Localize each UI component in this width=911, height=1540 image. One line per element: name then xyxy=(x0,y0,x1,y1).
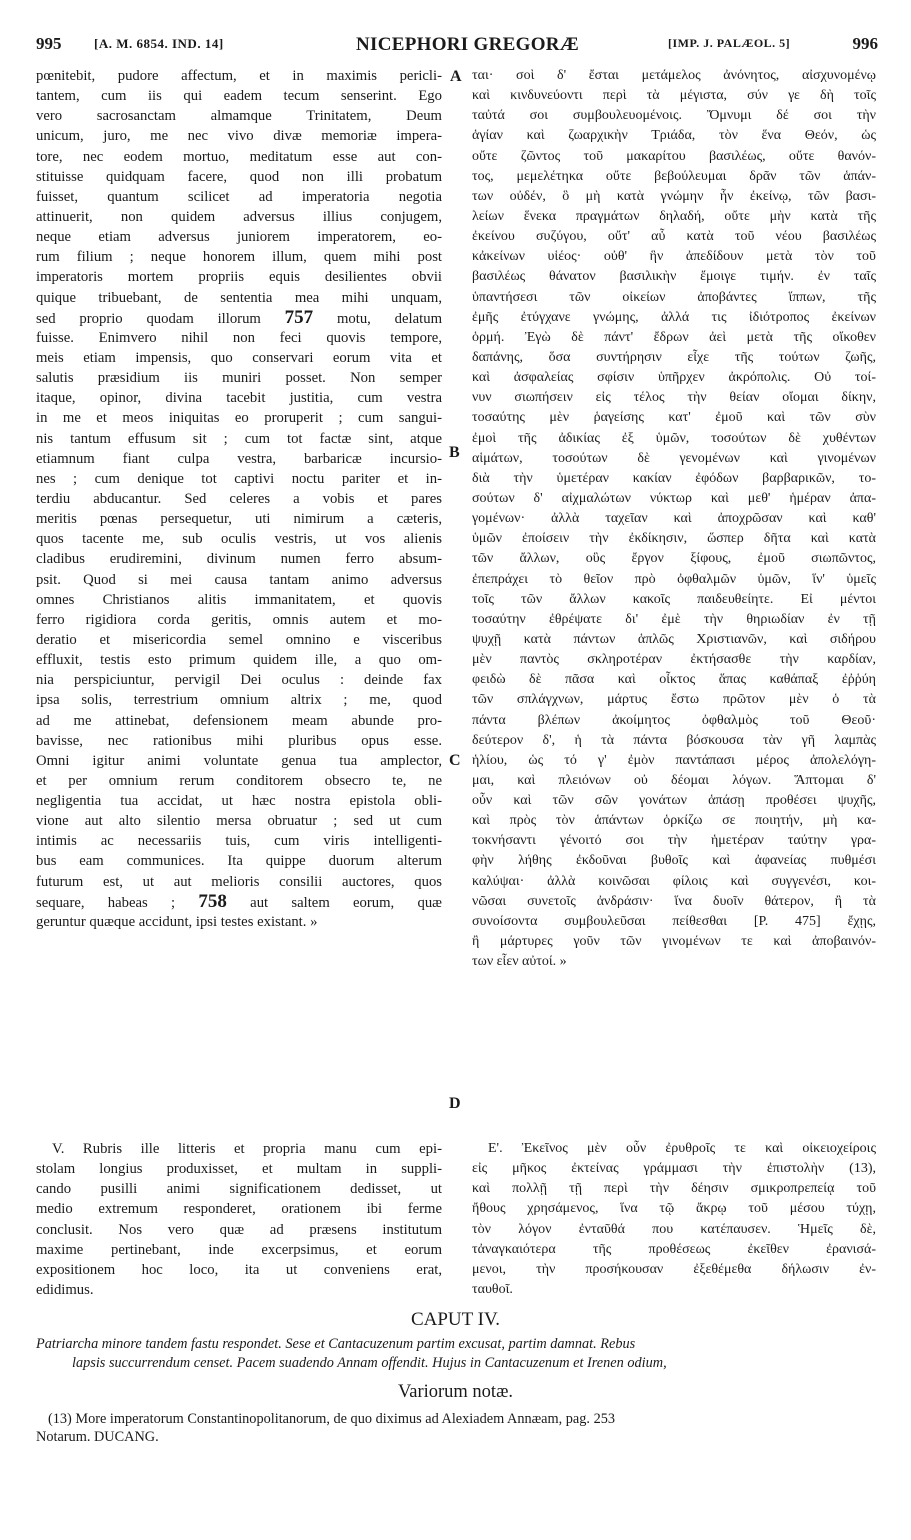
text-line xyxy=(36,650,442,670)
text-line xyxy=(472,86,876,106)
line-text: stituisse quidquam facere, quod non illi probatum xyxy=(36,168,442,185)
text-line xyxy=(472,288,876,308)
text-line xyxy=(36,690,442,710)
line-text: εἰς μῆκος ἐκτείνας γράμμασι τὴν ἐπιστολὴν (13), xyxy=(472,1161,876,1177)
line-text: καὶ πολλῇ τῇ περὶ τὴν δέησιν σμικροπρεπείᾳ τοῦ xyxy=(472,1181,876,1197)
line-text: ἁγίαν καὶ ζωαρχικὴν Τριάδα, τὸν ἕνα Θεόν, ὡς xyxy=(472,128,876,144)
line-text: δαπάνης, ὅσα συντήρησιν εἶχε τῆς τούτων ζωῆς, xyxy=(472,349,876,365)
line-text: conclusit. Nos vero quæ ad præsens institutum xyxy=(36,1221,442,1238)
chapter-heading: CAPUT IV. xyxy=(410,1309,501,1330)
text-line xyxy=(472,650,876,670)
text-line xyxy=(36,751,442,771)
text-line xyxy=(472,66,876,86)
text-line xyxy=(36,267,442,287)
line-text: τοσαύτην ἐθρέψατε δι' ἐμὲ τὴν θηριωδίαν ἐν τῇ xyxy=(472,611,876,627)
line-text: quique tribuebant, de sententia mea mihi unquam, xyxy=(36,289,442,306)
line-text: κἀκείνων υἱέος· οὐθ' ἣν ἀπεδίδουν μετὰ τὸν τοῦ xyxy=(472,249,876,265)
text-line xyxy=(472,267,876,287)
line-text: medio extremum responderet, orationem ibi ferme xyxy=(36,1201,442,1218)
text-line xyxy=(36,328,442,348)
text-line xyxy=(472,670,876,690)
line-text: πάντα βλέπων ἀκοίμητος ὀφθαλμὸς τοῦ Θεοῦ· xyxy=(472,712,876,728)
line-text: meritis pœnas persequetur, uti nimirum a cæteris, xyxy=(36,511,442,528)
text-line xyxy=(472,147,876,167)
line-text: μαι, καὶ πλειόνων οὐ δέομαι λόγων. Ἅπτομαι δ' xyxy=(472,772,876,788)
line-text: ται· σοὶ δ' ἔσται μετάμελος ἀνόνητος, αἰσχυνομένῳ xyxy=(472,68,876,83)
line-text: τος, μεμελέτηκα οὔτε βεβούλευμαι δρᾶν τῶν ἁπάν- xyxy=(472,168,876,184)
text-line xyxy=(36,570,442,590)
text-line xyxy=(472,831,876,851)
text-line xyxy=(472,590,876,610)
greek-column-section-v xyxy=(472,1139,876,1300)
right-header-info: [IMP. J. PALÆOL. 5] xyxy=(668,36,791,50)
text-line xyxy=(36,288,442,308)
text-line xyxy=(36,489,442,509)
margin-marker-a: A xyxy=(450,68,462,85)
text-line xyxy=(472,872,876,892)
text-line xyxy=(36,469,442,489)
text-line xyxy=(36,1220,442,1240)
line-text: cando pusilli animi significationem dedisset, ut xyxy=(36,1181,442,1198)
line-text: αἱμάτων, τοσούτων δὲ γενομένων καὶ γινομένων xyxy=(472,450,876,466)
line-text: συνοίσοντα συμβουλεῦσαι πείθεσθαι [P. 475] ἔχῃς, xyxy=(472,913,876,929)
chapter-summary xyxy=(36,1335,878,1373)
text-line xyxy=(36,529,442,549)
text-line xyxy=(36,66,442,86)
text-line xyxy=(36,912,442,932)
line-text: sed proprio quodam illorum xyxy=(36,310,285,327)
line-text: τῶν ἄλλων, οὓς ἔργον ξίφους, ἐμοῦ σιωπῶντος, xyxy=(472,551,876,567)
line-text: tantem, cum iis qui eadem tecum senserint. Ego xyxy=(36,88,442,105)
margin-marker-c: C xyxy=(449,752,461,769)
line-text: salutis præsidium iis muniri posset. Non semper xyxy=(36,370,442,387)
line-text: vione aut alto silentio mersa obruatur ; sed ut cum xyxy=(36,813,442,830)
line-text: fuisset, quantum scilicet ad imperatoria negotia xyxy=(36,188,442,205)
text-line xyxy=(472,489,876,509)
line-text: terdiu abducantur. Sed celeres a vobis et pares xyxy=(36,490,442,507)
line-text: negligentia tua accidat, ut hæc nostra epistola obli- xyxy=(36,793,442,810)
text-line xyxy=(472,469,876,489)
text-line xyxy=(472,570,876,590)
left-header-info: [A. M. 6854. IND. 14] xyxy=(94,36,224,51)
text-line xyxy=(472,106,876,126)
column-number-758: 758 xyxy=(198,890,227,912)
line-text: των εἶεν αὐτοί. » xyxy=(472,954,567,970)
text-line xyxy=(472,731,876,751)
line-text: et per omnium rerum conditorem obsecro te, ne xyxy=(36,772,442,789)
line-text: λείων ἕνεκα πραγμάτων δηλαδή, οὔτε μὴν κατὰ τῆς xyxy=(472,208,876,224)
line-text: γομένων· ἀλλὰ ταχεῖαν καὶ ἀποχρῶσαν καὶ καθ' xyxy=(472,511,876,527)
text-line xyxy=(36,348,442,368)
margin-marker-d: D xyxy=(449,1095,461,1112)
left-column-number: 995 xyxy=(36,34,62,53)
page-header xyxy=(36,34,878,56)
text-line xyxy=(36,892,442,912)
text-line xyxy=(36,731,442,751)
line-text: τῶν σπλάγχνων, μάρτυς ἔστω πρῶτον μὲν ὁ τὰ xyxy=(472,692,876,708)
line-text: ὁρμή. Ἐγὼ δὲ πάντ' ἔδρων ἀεὶ μετὰ τῆς οἴκοθεν xyxy=(472,329,876,345)
line-text: deratio et misericordia semel omnino e visceribus xyxy=(36,631,442,648)
line-text: imperatoris mortem propriis equis desilientes obvii xyxy=(36,269,442,286)
line-text: φειδὼ δὲ πᾶσα καὶ οἶκτος ἅπας καθάπαξ ἐῤῥύη xyxy=(472,672,876,688)
text-line xyxy=(472,348,876,368)
text-line xyxy=(472,328,876,348)
text-line xyxy=(472,308,876,328)
text-line xyxy=(472,1199,876,1219)
text-line xyxy=(472,952,876,972)
right-column-number: 996 xyxy=(852,34,878,53)
text-line xyxy=(472,126,876,146)
text-line xyxy=(472,690,876,710)
text-line xyxy=(36,590,442,610)
line-text: neque etiam adversus juniorem imperatorem, eo- xyxy=(36,229,442,246)
text-line xyxy=(472,227,876,247)
line-text: ferro rigidiora corda geritis, omnis autem et mo- xyxy=(36,611,442,628)
text-line xyxy=(472,771,876,791)
text-line xyxy=(472,1220,876,1240)
text-line xyxy=(472,1159,876,1179)
line-text: τἀναγκαιότερα τῆς προθέσεως ἐκεῖθεν ἐρανισά- xyxy=(472,1241,876,1257)
text-line xyxy=(472,1280,876,1300)
line-text: ἐμῆς ἐτύγχανε γνώμης, ἀλλά τις ἰδιότροπος ἐκείνων xyxy=(472,309,876,325)
line-text: ὑπαντήσεσι τῶν οἰκείων ἀποβάντες ἵππων, τῆς xyxy=(472,289,876,305)
text-line xyxy=(472,892,876,912)
text-line xyxy=(36,1139,442,1159)
line-text: nes ; cum denique tot captivi noctu pariter et in- xyxy=(36,470,442,487)
text-line xyxy=(36,811,442,831)
line-text: ψυχῇ κατὰ πάντων ἁπλῶς Χριστιανῶν, καὶ σιδήρου xyxy=(472,631,876,647)
text-line xyxy=(472,429,876,449)
line-text: ταὐτά σοι συμβουλευομένοις. Ὄμνυμι δέ σοι τὴν xyxy=(472,108,876,124)
text-line xyxy=(472,247,876,267)
latin-column-section-v xyxy=(36,1139,442,1300)
line-text: ὑμῶν ἐποίσειν τὴν ἐκδίκησιν, ὥσπερ δῆτα καὶ κατὰ xyxy=(472,531,876,547)
footnote-line: Notarum. DUCANG. xyxy=(36,1429,159,1445)
line-text: δεύτερον δ', ἡ τὰ πάντα βόσκουσα τὰν γῆ λαμπὰς xyxy=(472,732,876,748)
text-line xyxy=(36,549,442,569)
text-line xyxy=(472,449,876,469)
line-text: βασιλέως θάνατον βασιλικὴν ἔμοιγε τιμήν. ἐν ταῖς xyxy=(472,269,876,285)
line-text: tore, nec eodem mortuo, meditatum esse aut con- xyxy=(36,148,442,165)
text-line xyxy=(36,106,442,126)
line-text: omnes Christianos alitis immanitatem, et quovis xyxy=(36,591,442,608)
text-line xyxy=(36,670,442,690)
line-text: φὴν λήθης ἐκδοῦναι βυθοῖς καὶ ἀφανείας πυθμέσι xyxy=(472,853,876,869)
line-text: pœnitebit, pudore affectum, et in maximis pericli- xyxy=(36,68,442,84)
text-line xyxy=(36,872,442,892)
line-text: καὶ κινδυνεύοντι περὶ τὰ μέγιστα, σύν γε δὴ τοῖς xyxy=(472,88,876,104)
line-text: Omni igitur animi voluntate genua tua amplector, xyxy=(36,752,442,769)
line-text: ipsa solis, terrestrium omnium altrix ; me, quod xyxy=(36,692,442,709)
text-line xyxy=(36,187,442,207)
line-text: μὲν παντὸς σκληροτέραν ἐκτήσασθε τὴν καρδίαν, xyxy=(472,652,876,668)
line-text: Ε'. Ἐκεῖνος μὲν οὖν ἐρυθροῖς τε καὶ οἰκειοχείροις xyxy=(488,1141,876,1156)
line-text: των οὐδέν, ὃ μὴ κατὰ γνώμην ἦν ἐκείνῳ, τῶν βασι- xyxy=(472,188,876,204)
line-text: τοσαύτης μὲν ῥαγείσης κατ' ἐμοῦ καὶ τῶν σὺν xyxy=(472,410,876,426)
line-text: ἐπεπράχει τὸ θεῖον πρὸ ὀφθαλμῶν ὑμῶν, ἵν' ὑμεῖς xyxy=(472,571,876,587)
greek-column-main xyxy=(472,66,876,972)
line-text: nia perspiciuntur, pervigil Dei oculus : deinde fax xyxy=(36,672,442,689)
line-text: νῶσαι συνετοῖς ἀνδράσιν· ἵνα δυοῖν θάτερον, ἢ τὰ xyxy=(472,893,876,909)
line-text: νυν σιωπήσειν εἰς τέλος τὴν θείαν οἴομαι δίκην, xyxy=(472,390,876,406)
text-line xyxy=(36,147,442,167)
line-text: καὶ ἀσφαλείας σφίσιν ὑπῆρχεν ἀκρόπολις. Οὐ τοί- xyxy=(472,370,876,386)
text-line xyxy=(36,1159,442,1179)
line-text: meis etiam impensis, quo conservari eorum vita et xyxy=(36,349,442,366)
line-text: ἢ μάρτυρες γοῦν τῶν γινομένων τε καὶ ἀποβαινόν- xyxy=(472,934,876,950)
text-line xyxy=(472,851,876,871)
text-line xyxy=(36,711,442,731)
text-line xyxy=(36,1240,442,1260)
line-text: σούτων δ' αἰχμαλώτων νύκτωρ καὶ μεθ' ἡμέραν ἀπα- xyxy=(472,490,876,506)
line-text: quos tacente me, sub oculis vestris, ut vos alienis xyxy=(36,531,442,548)
line-text: etiamnum fiant culpa vestra, barbaricæ incursio- xyxy=(36,450,442,467)
text-line xyxy=(472,167,876,187)
line-text: οὖν καὶ τῶν σῶν γονάτων ἁπάσῃ προθέσει ψυχῆς, xyxy=(472,793,876,809)
text-line xyxy=(36,408,442,428)
text-line xyxy=(36,630,442,650)
line-text: nis tantum effusum sit ; cum tot factæ sint, atque xyxy=(36,430,442,447)
text-line xyxy=(472,529,876,549)
line-text: τὸν λόγον ἐνταῦθά που κατέπαυσεν. Ἡμεῖς δὲ, xyxy=(472,1221,876,1237)
line-text: cladibus erudiremini, divinum numen ferro absum- xyxy=(36,551,442,568)
text-line xyxy=(36,771,442,791)
text-line xyxy=(472,932,876,952)
line-text: attinuerit, non quidem adversus illius conjugem, xyxy=(36,208,442,225)
text-line xyxy=(36,851,442,871)
text-line xyxy=(472,207,876,227)
line-text: edidimus. xyxy=(36,1281,94,1298)
line-text: vero sacrosanctam almamque Trinitatem, Deum xyxy=(36,108,442,125)
text-line xyxy=(472,1240,876,1260)
line-text: expositionem hoc loco, ita ut conveniens erat, xyxy=(36,1261,442,1278)
line-text: sequare, habeas ; xyxy=(36,894,199,911)
line-text: itaque, opinor, divina tacebit justitia, cum vestra xyxy=(36,390,442,407)
text-line xyxy=(472,630,876,650)
text-line xyxy=(472,791,876,811)
text-line xyxy=(472,711,876,731)
text-line xyxy=(36,429,442,449)
line-text: futurum est, ut aut melioris consilii auctores, quos xyxy=(36,873,442,890)
line-text: bavisse, nec rationibus mihi pluribus opus esse. xyxy=(36,732,442,749)
text-line xyxy=(472,1179,876,1199)
line-text: διὰ τὴν ὑμετέραν κακίαν ἐφόδων βαρβαρικῶν, το- xyxy=(472,470,876,486)
line-text: geruntur quæque accidunt, ipsi testes existant. » xyxy=(36,913,318,930)
text-line xyxy=(36,247,442,267)
line-text: psit. Quod si mei causa tantam animo adversus xyxy=(36,571,442,588)
text-line xyxy=(36,1280,442,1300)
line-text: καὶ πρὸς τὸν ἁπάντων ὁρκίζω σε ποιητήν, μὴ κα- xyxy=(472,813,876,829)
footnotes xyxy=(36,1410,878,1446)
text-line xyxy=(36,1179,442,1199)
text-line xyxy=(472,751,876,771)
text-line xyxy=(36,126,442,146)
page-title: NICEPHORI GREGORÆ xyxy=(356,34,580,55)
text-line xyxy=(472,912,876,932)
line-text: μενοι, τὴν προσήκουσαν ἐξεθέμεθα δήλωσιν ἐν- xyxy=(472,1261,876,1277)
text-line xyxy=(472,408,876,428)
line-text: intimis ac necessariis tuis, cum viris intelligenti- xyxy=(36,833,442,850)
text-line xyxy=(36,167,442,187)
text-line xyxy=(472,811,876,831)
line-text: in me et meos iniquitas eo proruperit ; cum sangui- xyxy=(36,410,442,427)
summary-line: lapsis succurrendum censet. Pacem suadendo Annam offendit. Hujus in Cantacuzenum et Irenen odium, xyxy=(72,1355,667,1371)
text-line xyxy=(36,368,442,388)
margin-marker-b: B xyxy=(449,444,460,461)
text-line xyxy=(36,1260,442,1280)
text-line xyxy=(36,388,442,408)
line-text: unicum, juro, me nec vivo divæ memoriæ impera- xyxy=(36,128,442,145)
latin-column-main xyxy=(36,66,442,932)
summary-line: Patriarcha minore tandem fastu respondet. Sese et Cantacuzenum partim excusat, partim damnat. Rebus xyxy=(36,1336,636,1352)
line-text: motu, delatum xyxy=(313,310,442,327)
text-line xyxy=(472,388,876,408)
footnote-line: (13) More imperatorum Constantinopolitanorum, de quo diximus ad Alexiadem Annæam, pag. 253 xyxy=(48,1411,616,1427)
line-text: aut saltem eorum, quæ xyxy=(226,894,442,911)
text-line xyxy=(472,187,876,207)
text-line xyxy=(472,610,876,630)
line-text: fuisse. Enimvero nihil non feci quovis tempore, xyxy=(36,329,442,346)
line-text: ταυθοῖ. xyxy=(472,1281,513,1297)
line-text: maxime pertinebant, inde excerpsimus, et eorum xyxy=(36,1241,442,1258)
text-line xyxy=(36,86,442,106)
line-text: τοκνήσαντι γένοιτό σοι τὴν ἡμετέραν ταύτην γρα- xyxy=(472,833,876,849)
line-text: stolam longius produxisset, et multam in suppli- xyxy=(36,1161,442,1178)
text-line xyxy=(36,207,442,227)
text-line xyxy=(472,549,876,569)
line-text: bus eam communices. Ita quippe duorum alterum xyxy=(36,853,442,870)
notes-heading: Variorum notæ. xyxy=(397,1382,514,1402)
line-text: οὔτε ζῶντος τοῦ μακαρίτου βασιλέως, οὔτε θανόν- xyxy=(472,148,876,164)
line-text: ἐκείνου συζύγου, οὔτ' αὖ κατὰ τοῦ νέου βασιλέως xyxy=(472,229,876,245)
text-line xyxy=(472,1260,876,1280)
text-line xyxy=(36,308,442,328)
text-line xyxy=(36,831,442,851)
line-text: ἐμοὶ τῆς ἀδικίας ἐξ ὑμῶν, τοσούτων δὲ χυθέντων xyxy=(472,430,876,446)
text-line xyxy=(472,1139,876,1159)
text-line xyxy=(36,610,442,630)
line-text: τοῖς τῶν ἄλλων κακοῖς παιδευθείητε. Εἰ μέντοι xyxy=(472,591,876,607)
line-text: V. Rubris ille litteris et propria manu cum epi- xyxy=(52,1141,442,1157)
text-line xyxy=(472,509,876,529)
line-text: ἤθους χρησάμενος, ἵνα τῷ ἄκρῳ τοῦ μέσου τύχῃ, xyxy=(472,1201,876,1217)
column-number-757: 757 xyxy=(284,306,314,328)
line-text: ἡλίου, ὡς τό γ' ἐμὸν παντάπασι μέρος ἀπολελόγη- xyxy=(472,752,876,768)
text-line xyxy=(36,449,442,469)
line-text: effluxit, testis esto primum quidem ille, a quo om- xyxy=(36,652,442,669)
line-text: καλύψαι· ἀλλὰ κοινῶσαι φίλοις καὶ συγγενέσι, κοι- xyxy=(472,873,876,889)
line-text: rum filium ; neque honorem illum, quem mihi post xyxy=(36,249,442,266)
line-text: ad me attinebat, defensionem meam abunde pro- xyxy=(36,712,442,729)
text-line xyxy=(36,509,442,529)
text-line xyxy=(36,1199,442,1219)
text-line xyxy=(472,368,876,388)
text-line xyxy=(36,227,442,247)
text-line xyxy=(36,791,442,811)
